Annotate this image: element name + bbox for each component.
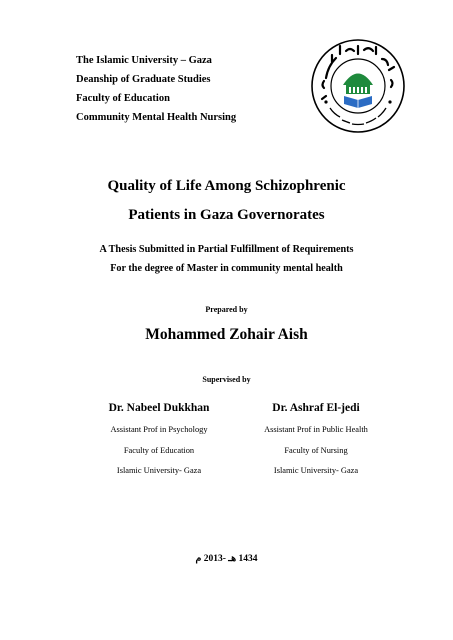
author-name: Mohammed Zohair Aish — [145, 326, 308, 343]
thesis-title-line2: Patients in Gaza Governorates — [128, 207, 325, 223]
university-seal-logo — [310, 38, 406, 134]
seal-graphic — [310, 38, 406, 134]
supervisor-university: Islamic University- Gaza — [116, 466, 202, 475]
supervised-by-label: Supervised by — [202, 375, 251, 384]
faculty-name: Faculty of Education — [76, 93, 170, 104]
supervisor-faculty: Faculty of Nursing — [284, 446, 348, 455]
supervisor-faculty: Faculty of Education — [123, 446, 195, 455]
thesis-title-line1: Quality of Life Among Schizophrenic — [107, 178, 346, 194]
date-line: 1434 هـ -2013 م — [195, 554, 258, 564]
supervisor-name: Dr. Nabeel Dukkhan — [108, 402, 210, 414]
prepared-by-label: Prepared by — [205, 305, 248, 314]
supervisor-university: Islamic University- Gaza — [273, 466, 359, 475]
university-name: The Islamic University – Gaza — [76, 55, 212, 66]
program-name: Community Mental Health Nursing — [76, 112, 237, 123]
thesis-statement-line1: A Thesis Submitted in Partial Fulfillment of Requirements — [99, 244, 354, 255]
deanship-name: Deanship of Graduate Studies — [76, 74, 211, 85]
supervisor-name: Dr. Ashraf El-jedi — [272, 402, 360, 414]
supervisor-1 — [79, 403, 239, 415]
supervisor-position: Assistant Prof in Psychology — [110, 425, 208, 434]
thesis-statement-line2: For the degree of Master in community mental health — [110, 263, 343, 274]
supervisor-2 — [236, 403, 396, 415]
supervisor-position: Assistant Prof in Public Health — [264, 425, 368, 434]
